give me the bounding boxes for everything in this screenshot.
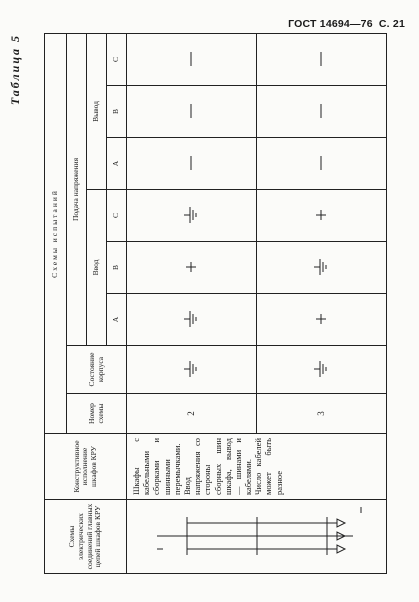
r3-output-c: [256, 33, 386, 85]
dash-icon: [189, 157, 193, 171]
scheme-number-3: 3: [256, 394, 386, 434]
plus-icon: [315, 210, 327, 222]
header-scheme-number: Номер схемы: [67, 394, 127, 434]
ground-icon: [314, 258, 328, 278]
header-schema: Схемы электрических соединений главных цепей шкафов КРУ: [45, 500, 127, 574]
ground-icon: [184, 360, 198, 380]
phase-output-c: C: [107, 33, 127, 85]
phase-output-b: B: [107, 86, 127, 138]
dash-icon: [189, 52, 193, 66]
circuit-schema-cell: [127, 500, 387, 574]
execution-description: Шкафы с кабельными сборками и шинными перемычками. Ввод напряжения со стороны сборных шин шкафа, вывод — шинами и кабелями. Число кабелей может быть разное: [127, 434, 387, 500]
r3-output-a: [256, 138, 386, 190]
ground-icon: [184, 206, 198, 226]
rotated-table-container: [8, 34, 384, 574]
plus-icon: [315, 314, 327, 326]
dash-icon: [319, 105, 323, 119]
dash-icon: [319, 52, 323, 66]
header-housing-state: Состояние корпуса: [67, 346, 127, 394]
housing-row-2: [127, 346, 257, 394]
scheme-number-2: 2: [127, 394, 257, 434]
ground-icon: [314, 360, 328, 380]
header-execution: Конструктивное исполнение шкафов КРУ: [45, 434, 127, 500]
header-voltage-supply: Подача напряжения: [67, 33, 87, 345]
r2-output-c: [127, 33, 257, 85]
dash-icon: [319, 157, 323, 171]
gost-number: ГОСТ 14694—76: [288, 18, 373, 30]
r2-input-c: [127, 190, 257, 242]
r3-input-a: [256, 294, 386, 346]
ground-icon: [184, 310, 198, 330]
phase-output-a: A: [107, 138, 127, 190]
header-test-schemes: Схемы испытаний: [45, 33, 67, 433]
r2-output-b: [127, 86, 257, 138]
r3-input-b: [256, 242, 386, 294]
dash-icon: [189, 105, 193, 119]
page-number: С. 21: [378, 18, 405, 30]
header-output: Вывод: [87, 33, 107, 189]
header-input: Ввод: [87, 190, 107, 346]
r2-input-a: [127, 294, 257, 346]
table-title: Таблица 5: [8, 34, 22, 106]
circuit-schema-diagram: [127, 500, 383, 574]
r3-input-c: [256, 190, 386, 242]
housing-row-3: [256, 346, 386, 394]
r3-output-b: [256, 86, 386, 138]
plus-icon: [185, 262, 197, 274]
phase-input-b: B: [107, 242, 127, 294]
r2-input-b: [127, 242, 257, 294]
phase-input-a: A: [107, 294, 127, 346]
test-schemes-table: [44, 33, 387, 574]
page-header: [285, 18, 405, 30]
r2-output-a: [127, 138, 257, 190]
phase-input-c: C: [107, 190, 127, 242]
